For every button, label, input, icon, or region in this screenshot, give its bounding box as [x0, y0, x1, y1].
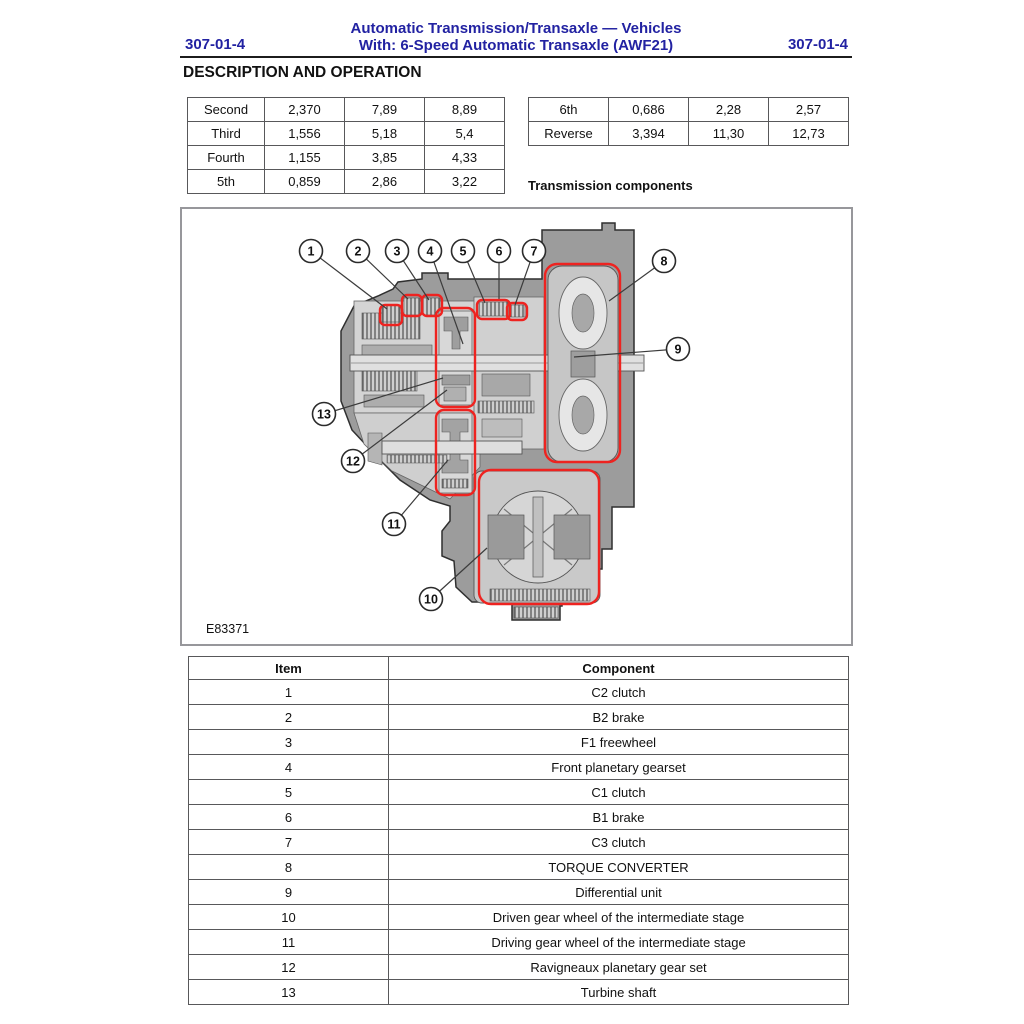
table-cell: 2,57 [769, 98, 849, 122]
table-cell: Driven gear wheel of the intermediate stage [389, 905, 849, 930]
table-row [529, 98, 849, 122]
callout-number: 5 [459, 244, 467, 259]
table-cell: 8,89 [425, 98, 505, 122]
table-cell: TORQUE CONVERTER [389, 855, 849, 880]
table-cell: 3,85 [345, 146, 425, 170]
callout-number: 10 [424, 592, 438, 607]
table-cell: 9 [189, 880, 389, 905]
table-cell: 10 [189, 905, 389, 930]
page-number-right: 307-01-4 [787, 36, 848, 53]
transmission-diagram [182, 209, 851, 644]
table-cell: Third [188, 122, 265, 146]
table-cell: 12,73 [769, 122, 849, 146]
callout-number: 3 [393, 244, 401, 259]
figure-caption: Transmission components [528, 178, 693, 193]
table-cell: F1 freewheel [389, 730, 849, 755]
table-row [189, 880, 849, 905]
torque-converter [548, 266, 618, 462]
table-cell: C2 clutch [389, 680, 849, 705]
gear-ratio-table-right [528, 97, 849, 146]
table-cell: 11,30 [689, 122, 769, 146]
table-cell: 8 [189, 855, 389, 880]
table-cell: 2,28 [689, 98, 769, 122]
table-cell: Turbine shaft [389, 980, 849, 1005]
differential-unit [474, 471, 600, 618]
table-cell: 3 [189, 730, 389, 755]
document-title-line2: With: 6-Speed Automatic Transaxle (AWF21) [358, 37, 674, 54]
table-cell: 1,556 [265, 122, 345, 146]
table-cell: 3,394 [609, 122, 689, 146]
table-cell: 13 [189, 980, 389, 1005]
table-row [189, 680, 849, 705]
table-row [189, 805, 849, 830]
table-cell: Fourth [188, 146, 265, 170]
callout-number: 13 [317, 407, 331, 422]
column-header-item: Item [189, 657, 389, 680]
table-row [188, 170, 505, 194]
table-row [189, 930, 849, 955]
table-row [189, 955, 849, 980]
table-cell: Reverse [529, 122, 609, 146]
column-header-component: Component [389, 657, 849, 680]
table-cell: 7,89 [345, 98, 425, 122]
callout-number: 4 [426, 244, 434, 259]
table-row [189, 755, 849, 780]
table-cell: 0,686 [609, 98, 689, 122]
table-cell: 1 [189, 680, 389, 705]
table-cell: Differential unit [389, 880, 849, 905]
table-cell: C1 clutch [389, 780, 849, 805]
table-cell: 5 [189, 780, 389, 805]
table-cell: 11 [189, 930, 389, 955]
callout-number: 1 [307, 244, 315, 259]
table-cell: 3,22 [425, 170, 505, 194]
table-row [189, 730, 849, 755]
table-cell: 12 [189, 955, 389, 980]
table-cell: 5th [188, 170, 265, 194]
table-row [188, 146, 505, 170]
table-row [188, 98, 505, 122]
table-cell: Driving gear wheel of the intermediate stage [389, 930, 849, 955]
table-cell: 2,370 [265, 98, 345, 122]
header-divider [180, 56, 852, 58]
callout-number: 12 [346, 454, 360, 469]
table-row [529, 122, 849, 146]
table-cell: 7 [189, 830, 389, 855]
table-cell: 0,859 [265, 170, 345, 194]
figure-code: E83371 [206, 622, 250, 636]
callout-number: 6 [495, 244, 503, 259]
components-table [188, 656, 849, 1005]
table-row [189, 855, 849, 880]
table-cell: 2,86 [345, 170, 425, 194]
table-header-row [189, 657, 849, 680]
gear-ratio-table-left [187, 97, 505, 194]
table-row [189, 705, 849, 730]
table-cell: 4 [189, 755, 389, 780]
table-cell: 6th [529, 98, 609, 122]
leader-line [311, 251, 387, 309]
table-cell: Ravigneaux planetary gear set [389, 955, 849, 980]
callout-number: 8 [660, 254, 668, 269]
callout-number: 2 [354, 244, 362, 259]
document-title-line1: Automatic Transmission/Transaxle — Vehicles [350, 20, 682, 37]
page-number-left: 307-01-4 [185, 36, 246, 53]
table-cell: 5,18 [345, 122, 425, 146]
table-cell: 4,33 [425, 146, 505, 170]
table-cell: Second [188, 98, 265, 122]
table-cell: Front planetary gearset [389, 755, 849, 780]
callout-number: 11 [387, 517, 401, 532]
callout-number: 7 [530, 244, 538, 259]
table-cell: B1 brake [389, 805, 849, 830]
table-cell: 5,4 [425, 122, 505, 146]
table-cell: C3 clutch [389, 830, 849, 855]
callout-number: 9 [674, 342, 682, 357]
table-cell: 2 [189, 705, 389, 730]
table-row [189, 780, 849, 805]
table-cell: 6 [189, 805, 389, 830]
table-cell: 1,155 [265, 146, 345, 170]
table-row [189, 905, 849, 930]
table-row [188, 122, 505, 146]
table-row [189, 980, 849, 1005]
section-heading: DESCRIPTION AND OPERATION [183, 64, 422, 81]
figure-frame [180, 207, 853, 646]
table-row [189, 830, 849, 855]
table-cell: B2 brake [389, 705, 849, 730]
